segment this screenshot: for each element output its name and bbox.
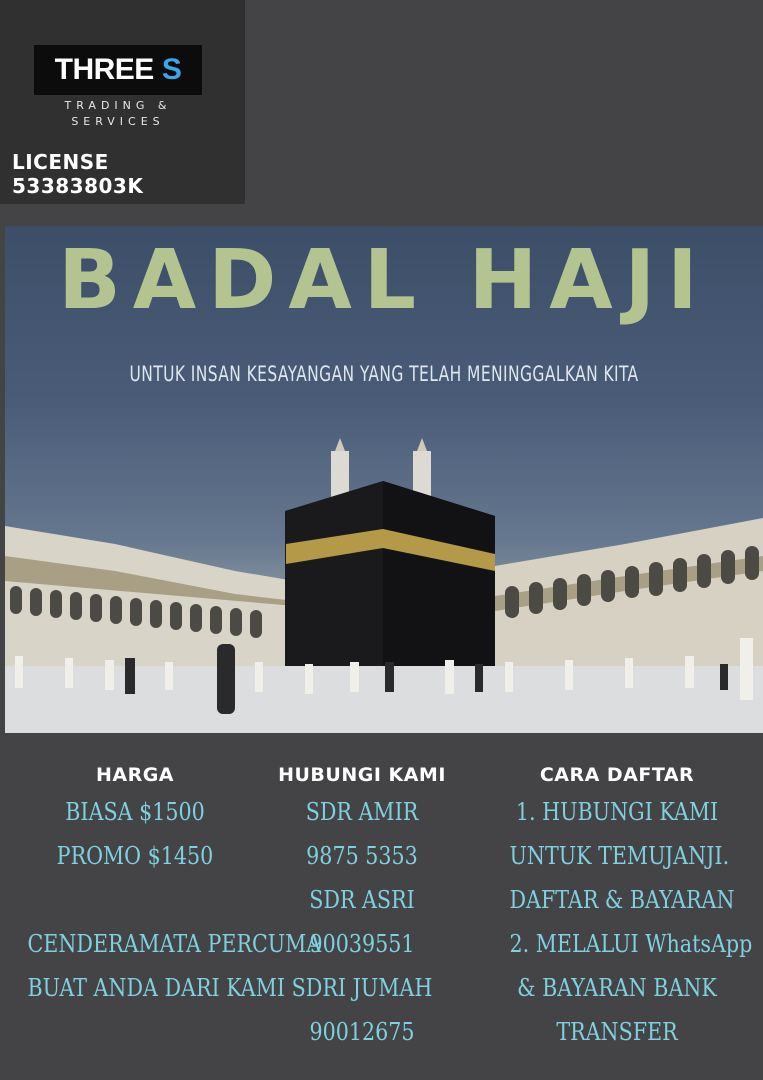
gift-line-1: CENDERAMATA PERCUMA [27,930,322,958]
registration-heading: CARA DAFTAR [539,764,695,786]
registration-line: & BAYARAN BANK [517,974,717,1002]
brand-accent: S [161,53,182,86]
registration-section [492,760,753,1054]
pricing-heading: HARGA [95,764,175,786]
contact-phone[interactable]: 90039551 [309,930,415,958]
registration-line: UNTUK TEMUJANJI. [509,842,730,870]
hero-banner [5,226,763,733]
contact-heading: HUBUNGI KAMI [278,764,446,786]
registration-line: 2. MELALUI WhatsApp [509,930,753,958]
price-regular: BIASA $1500 [65,798,205,826]
gift-line-2: BUAT ANDA DARI KAMI [27,974,286,1002]
brand-name: THREE [54,53,154,86]
logo-panel [0,0,245,204]
registration-line: 1. HUBUNGI KAMI [515,798,719,826]
brand-logo [34,45,202,95]
contact-name: SDRI JUMAH [291,974,433,1002]
license-number: LICENSE 53383803K [12,150,144,198]
contact-phone[interactable]: 90012675 [309,1018,415,1046]
contact-phone[interactable]: 9875 5353 [306,842,418,870]
registration-line: TRANSFER [556,1018,678,1046]
hero-title: BADAL HAJI [58,233,710,328]
hero-subtitle: UNTUK INSAN KESAYANGAN YANG TELAH MENINGGALKAN KITA [129,362,639,386]
price-promo: PROMO $1450 [56,842,214,870]
registration-line: DAFTAR & BAYARAN [509,886,735,914]
pricing-section [10,760,322,1010]
contact-section [262,760,462,1054]
brand-tagline-line1: TRADING & [64,99,172,112]
brand-tagline-line2: SERVICES [71,115,165,128]
contact-name: SDR ASRI [309,886,415,914]
contact-name: SDR AMIR [305,798,419,826]
